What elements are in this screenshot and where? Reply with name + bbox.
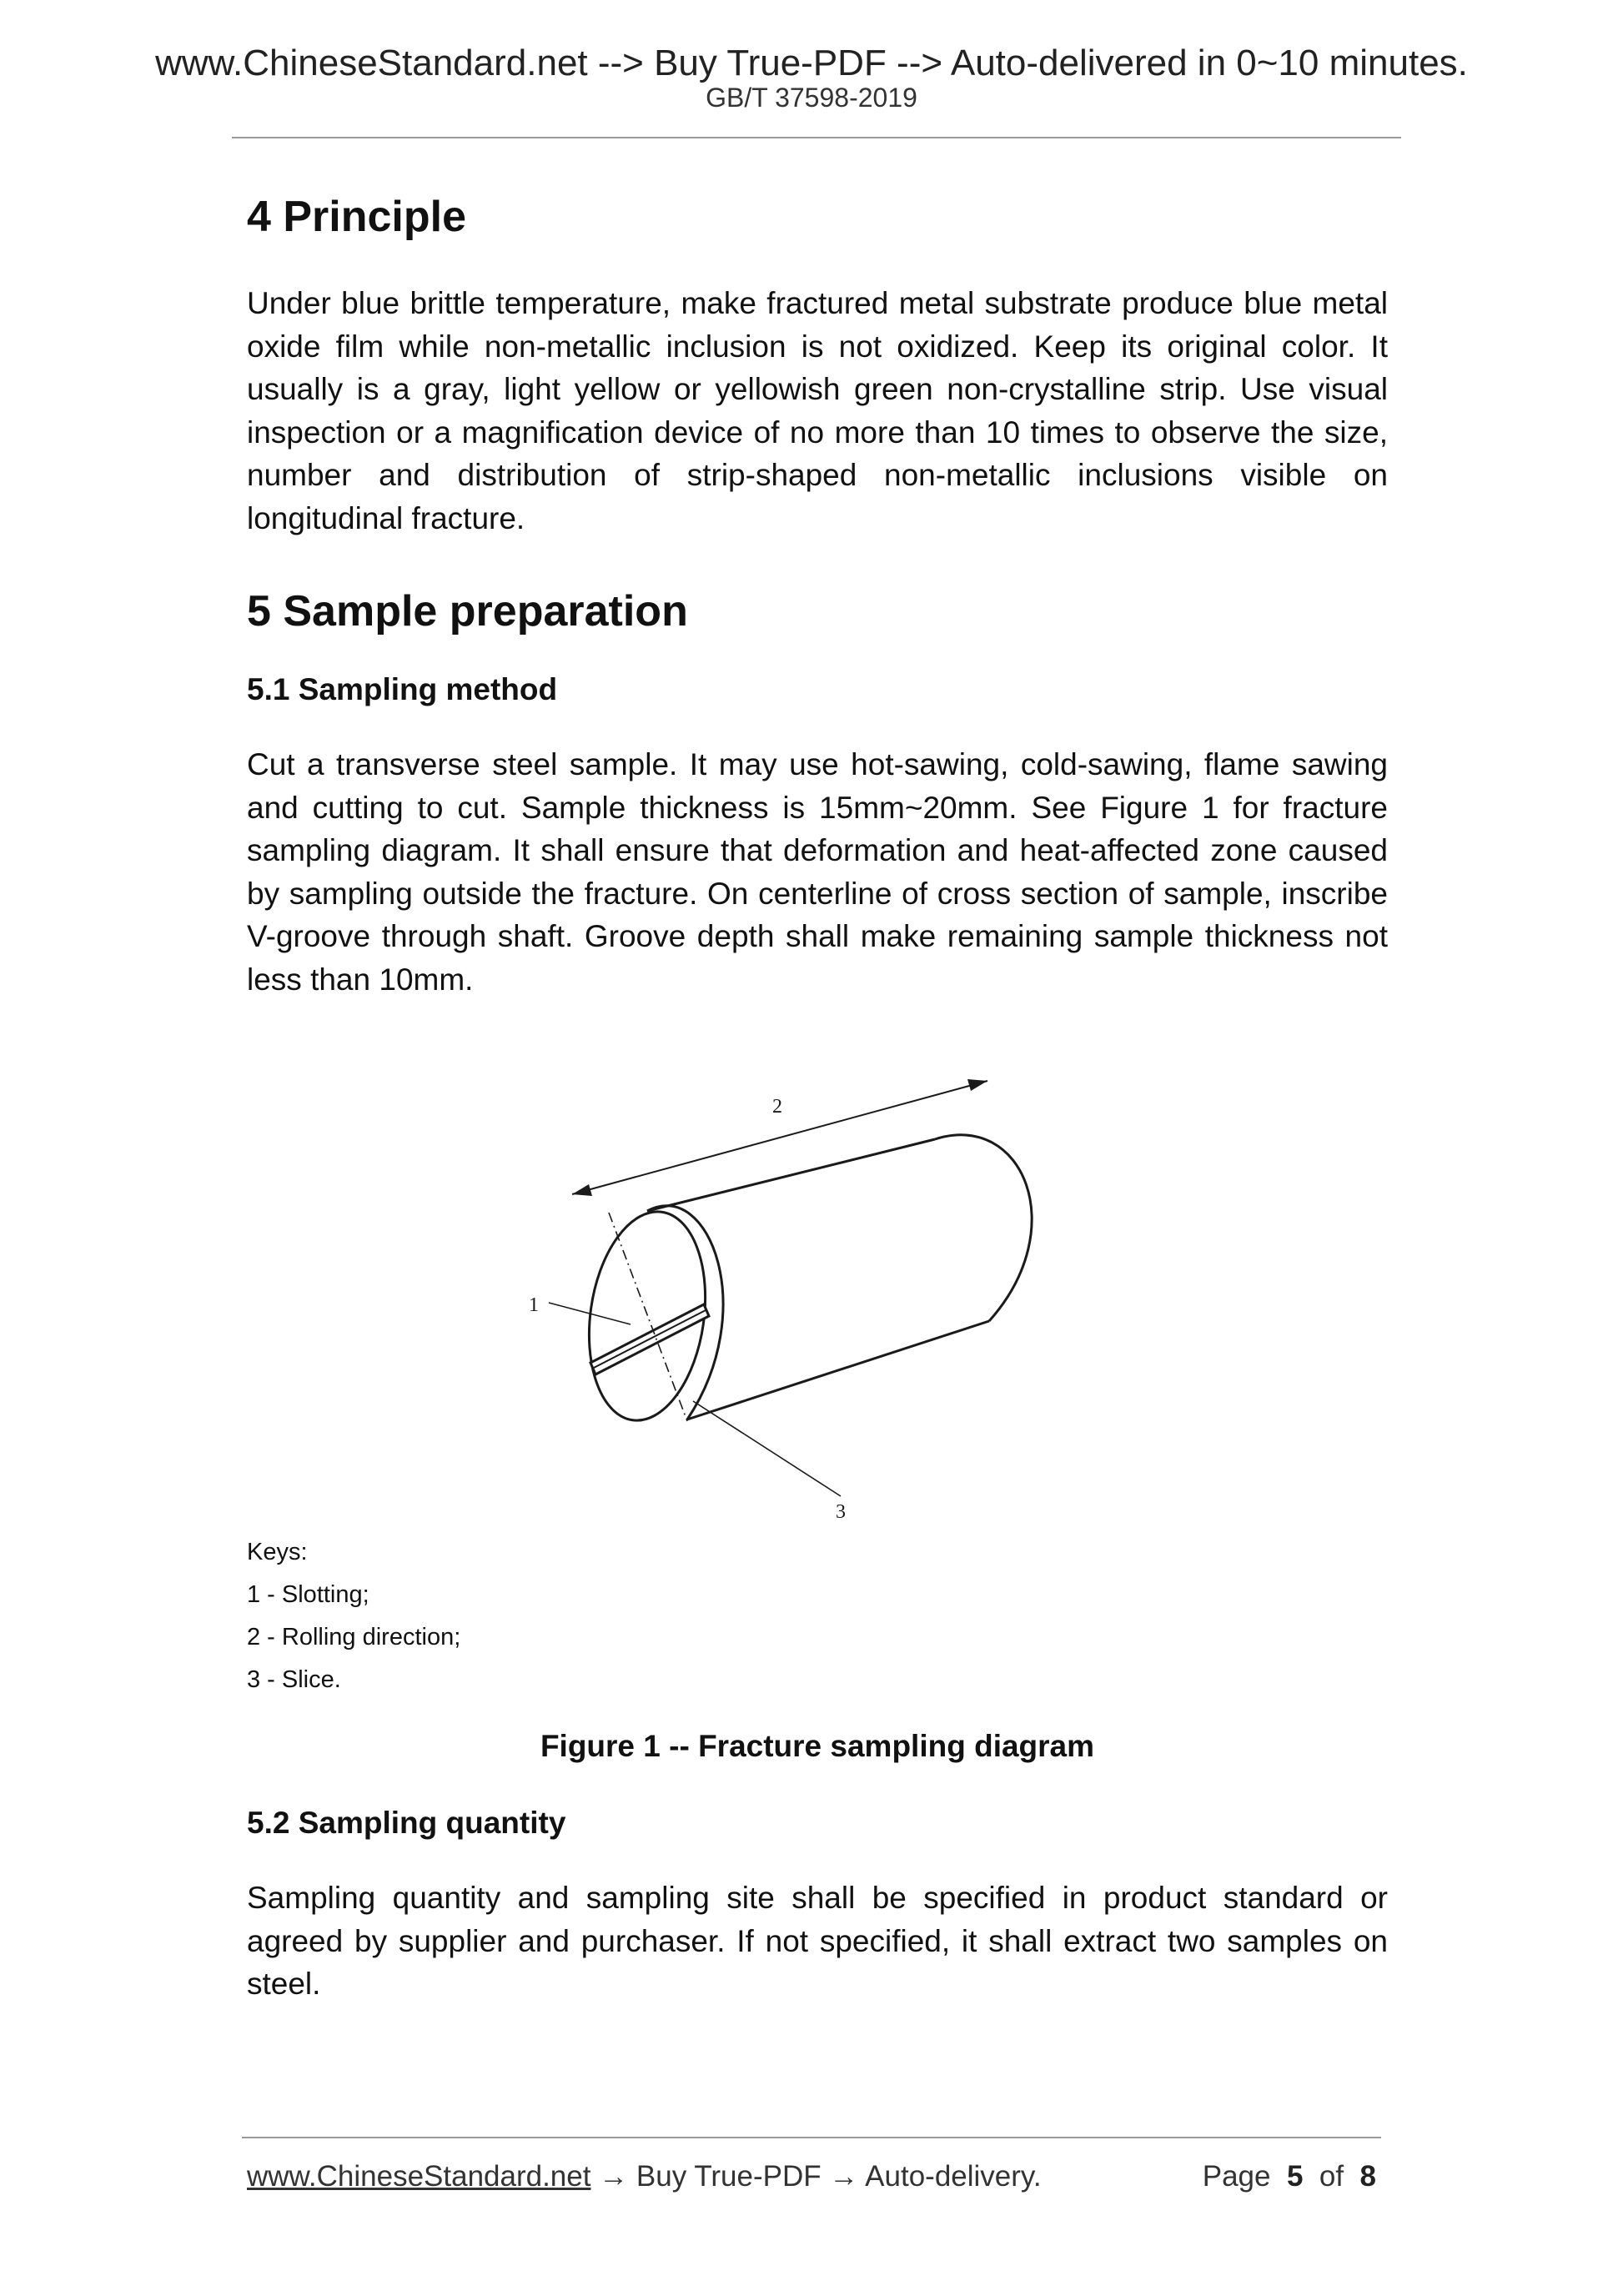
label-1: 1 xyxy=(529,1294,539,1316)
footer-text: → Buy True-PDF → Auto-delivery. xyxy=(590,2160,1042,2193)
section-5-heading: 5 Sample preparation xyxy=(247,587,688,636)
v-groove-center xyxy=(594,1309,707,1368)
key-item: 2 - Rolling direction; xyxy=(247,1624,461,1650)
footer-divider xyxy=(242,2137,1381,2138)
label-3: 3 xyxy=(836,1501,846,1523)
arrowhead-left xyxy=(572,1184,592,1196)
page-content xyxy=(247,167,1388,2006)
footer xyxy=(247,2157,1384,2197)
arrowhead-right xyxy=(967,1079,987,1091)
section-5-2-heading: 5.2 Sampling quantity xyxy=(247,1806,566,1840)
section-4-heading: 4 Principle xyxy=(247,193,466,241)
key-item: 1 - Slotting; xyxy=(247,1581,369,1608)
footer-site-link[interactable]: www.ChineseStandard.net xyxy=(247,2160,591,2193)
figure-caption: Figure 1 -- Fracture sampling diagram xyxy=(540,1729,1095,1763)
slice-ring xyxy=(647,1206,723,1419)
centerline xyxy=(609,1213,687,1421)
key-item: 3 - Slice. xyxy=(247,1666,341,1693)
page-total: 8 xyxy=(1359,2160,1376,2193)
leader-3 xyxy=(693,1401,841,1496)
page-indicator xyxy=(1203,2157,1376,2197)
standard-number: GB/T 37598-2019 xyxy=(706,83,917,113)
section-5-1-paragraph: Cut a transverse steel sample. It may use hot-sawing, cold-sawing, flame sawing and cutting to cut. Sample thickness is 15mm~20mm. See Figure 1 for fracture sampling diagram. It shall ensure that deformation and heat-affected zone caused by sampling outside the fracture. On centerline of cross section of sample, inscribe V-groove through shaft. Groove depth shall make remaining sample thickness not less than 10mm. xyxy=(247,747,1388,997)
page-label: Page xyxy=(1202,2160,1271,2193)
cylinder-diagram xyxy=(505,1061,1139,1528)
page-current: 5 xyxy=(1286,2160,1304,2193)
cylinder-back-edge xyxy=(935,1135,1032,1321)
section-4-paragraph: Under blue brittle temperature, make fractured metal substrate produce blue metal oxide film while non-metallic inclusion is not oxidized. Keep its original color. It usually is a gray, light yellow or yellowish green non-crystalline strip. Use visual inspection or a magnification device of no more than 10 times to observe the size, number and distribution of strip-shaped non-metallic inclusions visible on longitudinal fracture. xyxy=(247,286,1388,535)
section-5-2-paragraph: Sampling quantity and sampling site shall be specified in product standard or agreed by supplier and purchaser. If not specified, it shall extract two samples on steel. xyxy=(247,1881,1388,2001)
label-2: 2 xyxy=(772,1096,782,1118)
cylinder-top-line xyxy=(647,1139,935,1211)
footer-left xyxy=(247,2157,1042,2197)
cylinder-bottom-line xyxy=(687,1321,989,1419)
header-divider xyxy=(232,137,1401,138)
figure-1 xyxy=(247,1061,1388,1528)
keys-title: Keys: xyxy=(247,1539,308,1565)
section-5-1-heading: 5.1 Sampling method xyxy=(247,672,558,706)
header-banner: www.ChineseStandard.net --> Buy True-PDF --> Auto-delivered in 0~10 minutes. xyxy=(155,43,1468,83)
page-of: of xyxy=(1319,2160,1344,2193)
